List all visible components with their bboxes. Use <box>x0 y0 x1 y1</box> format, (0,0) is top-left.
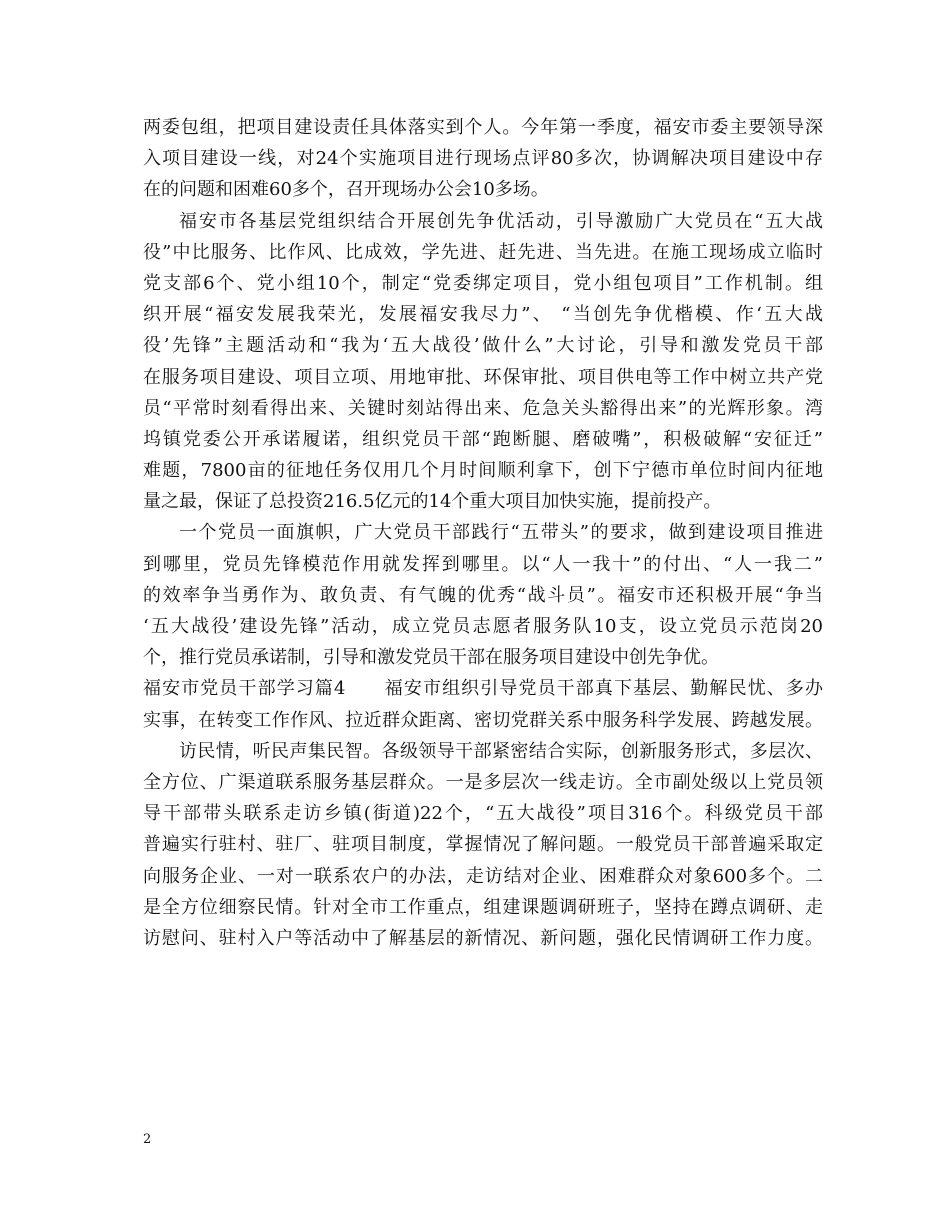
text-line: 全方位、广渠道联系服务基层群众。一是多层次一线走访。全市副处级以上党员领 <box>143 771 823 793</box>
text-line: 在的问题和困难60多个，召开现场办公会10多场。 <box>143 179 549 201</box>
document-body <box>143 112 823 954</box>
text-line: 役’先锋”主题活动和“我为‘五大战役’做什么”大讨论，引导和激发党员干部 <box>143 335 823 357</box>
text-line: 量之最，保证了总投资216.5亿元的14个重大项目加快实施，提前投产。 <box>143 491 722 513</box>
text-line: 向服务企业、一对一联系农户的办法，走访结对企业、困难群众对象600多个。二 <box>143 865 823 887</box>
text-line: 坞镇党委公开承诺履诺，组织党员干部“跑断腿、磨破嘴”，积极破解“安征迁” <box>143 428 823 450</box>
text-line: 织开展“福安发展我荣光，发展福安我尽力”、 “当创先争优楷模、作‘五大战 <box>143 304 823 326</box>
text-line: 实事，在转变工作作风、拉近群众距离、密切党群关系中服务科学发展、跨越发展。 <box>143 709 823 731</box>
text-line: 到哪里，党员先锋模范作用就发挥到哪里。以“人一我十”的付出、“人一我二” <box>143 553 823 575</box>
text-line: ‘五大战役’建设先锋”活动，成立党员志愿者服务队10支，设立党员示范岗20 <box>143 616 823 637</box>
text-line: 两委包组，把项目建设责任具体落实到个人。今年第一季度，福安市委主要领导深 <box>143 117 823 138</box>
text-line: 在服务项目建设、项目立项、用地审批、环保审批、项目供电等工作中树立共产党 <box>143 366 823 388</box>
text-line: 难题，7800亩的征地任务仅用几个月时间顺利拿下，创下宁德市单位时间内征地 <box>143 460 823 482</box>
section-heading-line: 福安市党员干部学习篇4 福安市组织引导党员干部真下基层、勤解民忧、多办 <box>143 678 823 700</box>
paragraph-start-line: 访民情，听民声集民智。各级领导干部紧密结合实际，创新服务形式，多层次、 <box>179 740 823 762</box>
text-line: 个，推行党员承诺制，引导和激发党员干部在服务项目建设中创先争优。 <box>143 647 719 669</box>
text-line: 役”中比服务、比作风、比成效，学先进、赶先进、当先进。在施工现场成立临时 <box>143 241 823 263</box>
text-line: 普遍实行驻村、驻厂、驻项目制度，掌握情况了解问题。一般党员干部普遍采取定 <box>143 834 823 856</box>
text-line: 导干部带头联系走访乡镇(街道)22个，“五大战役”项目316个。科级党员干部 <box>143 803 823 825</box>
text-line: 入项目建设一线，对24个实施项目进行现场点评80多次，协调解决项目建设中存 <box>143 148 823 170</box>
text-line: 是全方位细察民情。针对全市工作重点，组建课题调研班子，坚持在蹲点调研、走 <box>143 896 823 918</box>
text-line: 党支部6个、党小组10个，制定“党委绑定项目，党小组包项目”工作机制。组 <box>143 272 823 294</box>
text-line: 访慰问、驻村入户等活动中了解基层的新情况、新问题，强化民情调研工作力度。 <box>143 927 823 949</box>
paragraph-start-line: 一个党员一面旗帜，广大党员干部践行“五带头”的要求，做到建设项目推进 <box>179 522 823 544</box>
paragraph-start-line: 福安市各基层党组织结合开展创先争优活动，引导激励广大党员在“五大战 <box>179 210 823 232</box>
page-number: 2 <box>143 1132 152 1147</box>
text-line: 的效率争当勇作为、敢负责、有气魄的优秀“战斗员”。福安市还积极开展“争当 <box>143 584 823 606</box>
text-line: 员“平常时刻看得出来、关键时刻站得出来、危急关头豁得出来”的光辉形象。湾 <box>143 397 823 419</box>
